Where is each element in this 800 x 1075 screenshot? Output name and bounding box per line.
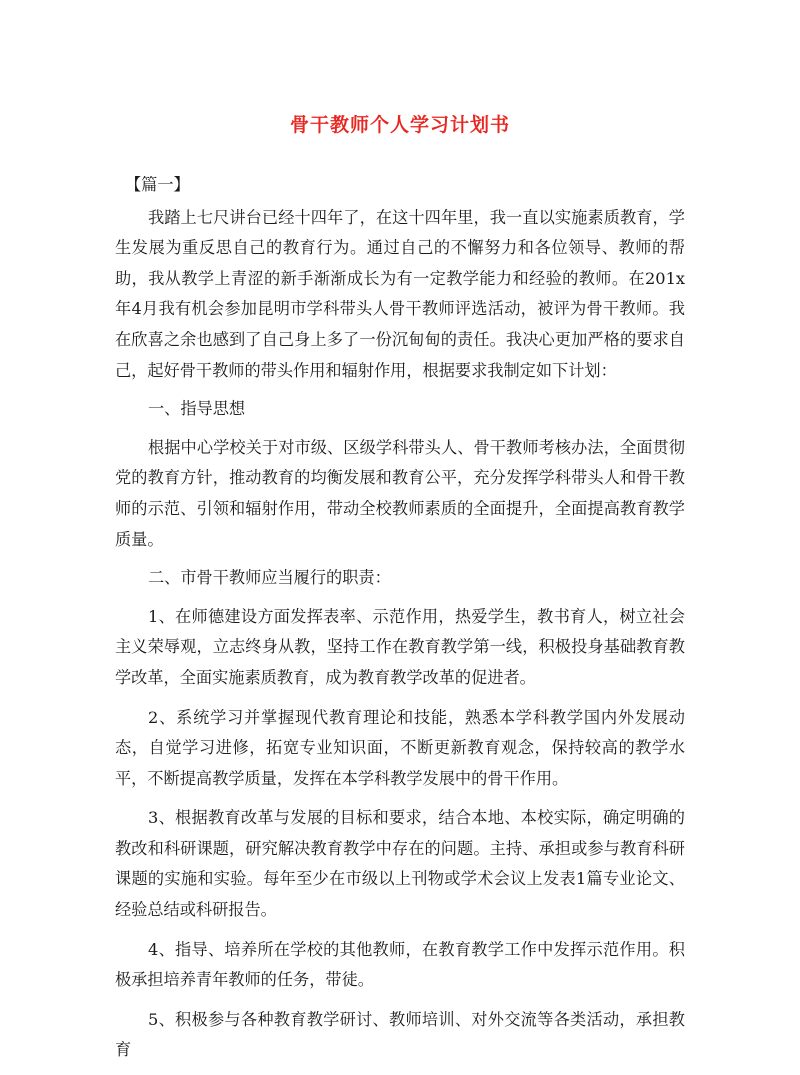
- document-body: [115, 170, 685, 1075]
- page-title: 骨干教师个人学习计划书: [289, 114, 510, 136]
- duty-item-4: 4、指导、培养所在学校的其他教师，在教育教学工作中发挥示范作用。积极承担培养青年教师的任务，带徒。: [115, 939, 685, 990]
- heading-guiding-ideology: 一、指导思想: [148, 399, 246, 419]
- duty-item-1: 1、在师德建设方面发挥表率、示范作用，热爱学生，教书育人，树立社会主义荣辱观，立志终身从教，坚持工作在教育教学第一线，积极投身基础教育教学改革，全面实施素质教育，成为教育教学改革的促进者。: [115, 606, 685, 687]
- duty-item-2: 2、系统学习并掌握现代教育理论和技能，熟悉本学科教学国内外发展动态，自觉学习进修，拓宽专业知识面，不断更新教育观念，保持较高的教学水平，不断提高教学质量，发挥在本学科教学发展中的骨干作用。: [115, 707, 685, 788]
- duty-item-5: 5、积极参与各种教育教学研讨、教师培训、对外交流等各类活动，承担教育: [115, 1009, 685, 1060]
- section-tag: 【篇一】: [125, 175, 190, 194]
- heading-duties: 二、市骨干教师应当履行的职责：: [148, 568, 391, 588]
- paragraph-intro: 我踏上七尺讲台已经十四年了，在这十四年里，我一直以实施素质教育，学生发展为重反思自己的教育行为。通过自己的不懈努力和各位领导、教师的帮助，我从教学上青涩的新手渐渐成长为有一定教学能力和经验的教师。在201x年4月我有机会参加昆明市学科带头人骨干教师评选活动，被评为骨干教师。我在欣喜之余也感到了自己身上多了一份沉甸甸的责任。我决心更加严格的要求自己，起好骨干教师的带头作用和辐射作用，根据要求我制定如下计划：: [115, 207, 685, 380]
- duty-item-3: 3、根据教育改革与发展的目标和要求，结合本地、本校实际，确定明确的教改和科研课题，研究解决教育教学中存在的问题。主持、承担或参与教育科研课题的实施和实验。每年至少在市级以上刊物或学术会议上发表1篇专业论文、经验总结或科研报告。: [115, 808, 685, 920]
- paragraph-guiding-ideology: 根据中心学校关于对市级、区级学科带头人、骨干教师考核办法，全面贯彻党的教育方针，推动教育的均衡发展和教育公平，充分发挥学科带头人和骨干教师的示范、引领和辐射作用，带动全校教师素质的全面提升，全面提高教育教学质量。: [115, 437, 685, 549]
